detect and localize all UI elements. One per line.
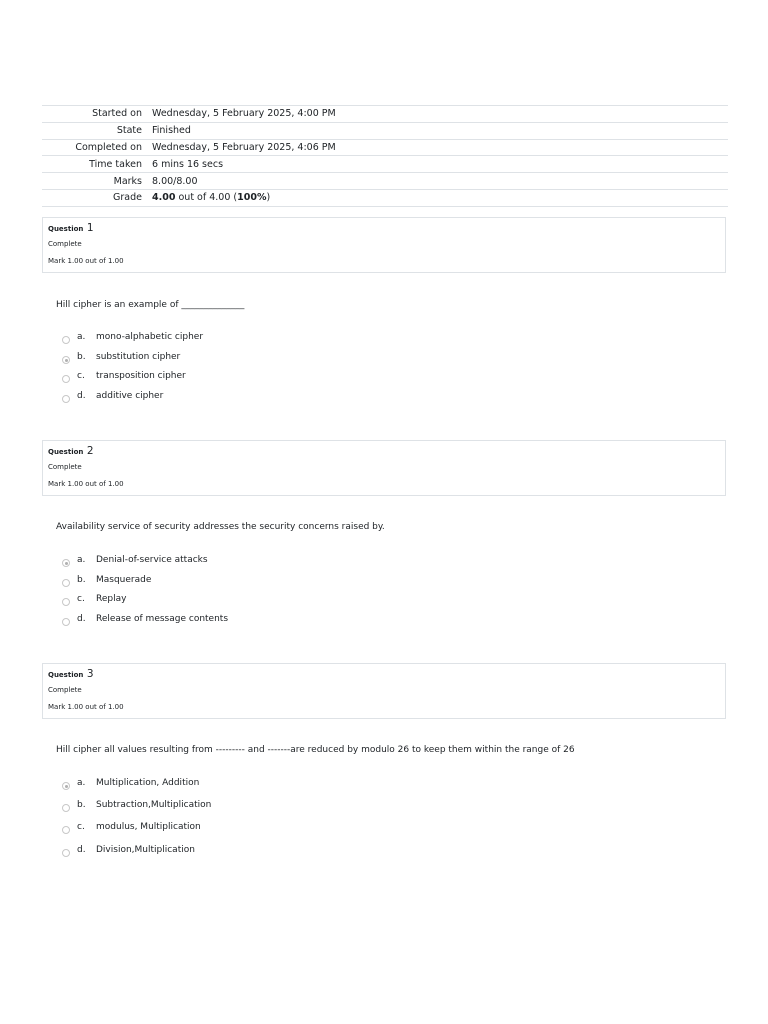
summary-value: Wednesday, 5 February 2025, 4:06 PM [152, 141, 336, 153]
summary-row-completed-on [42, 139, 728, 156]
answer-text: mono-alphabetic cipher [96, 332, 204, 342]
answer-letter: c. [77, 594, 85, 604]
summary-row-grade [42, 189, 728, 206]
answer-letter: a. [77, 555, 86, 565]
question-text-3: Hill cipher all values resulting from --------- and -------are reduced by modulo 26 to keep them within the range of 26 [56, 745, 575, 755]
answer-letter: a. [77, 778, 86, 788]
summary-value: 6 mins 16 secs [152, 158, 224, 170]
summary-row-started-on [42, 106, 728, 123]
question-state: Complete [48, 463, 82, 471]
question-num: 2 [86, 445, 94, 457]
question-mark: Mark 1.00 out of 1.00 [48, 257, 124, 265]
question-number [48, 222, 94, 234]
grade-percent: 100% [237, 192, 267, 204]
answer-text: Masquerade [96, 575, 152, 585]
answer-letter: d. [77, 391, 86, 401]
radio-button[interactable] [62, 375, 70, 383]
radio-button[interactable] [62, 849, 70, 857]
radio-button-selected[interactable] [62, 356, 70, 364]
question-num: 3 [86, 668, 94, 680]
grade-close-paren: ) [266, 192, 271, 204]
answer-letter: c. [77, 822, 85, 832]
answer-text: Release of message contents [96, 614, 229, 624]
grade-score: 4.00 [152, 192, 176, 204]
question-info-1 [42, 217, 726, 273]
answer-text: transposition cipher [96, 371, 186, 381]
answer-text: Denial-of-service attacks [96, 555, 208, 565]
answer-letter: c. [77, 371, 85, 381]
summary-value: Finished [152, 125, 191, 137]
summary-value [142, 189, 728, 206]
question-info-2 [42, 440, 726, 496]
radio-button[interactable] [62, 804, 70, 812]
answer-text: Replay [96, 594, 127, 604]
question-info-3 [42, 663, 726, 719]
answer-letter: b. [77, 800, 86, 810]
answer-letter: a. [77, 332, 86, 342]
question-mark: Mark 1.00 out of 1.00 [48, 480, 124, 488]
radio-button[interactable] [62, 395, 70, 403]
answer-text: Subtraction,Multiplication [96, 800, 212, 810]
question-mark: Mark 1.00 out of 1.00 [48, 703, 124, 711]
summary-row-state [42, 122, 728, 139]
answer-letter: d. [77, 614, 86, 624]
answer-text: modulus, Multiplication [96, 822, 201, 832]
grade-out-of: out of 4.00 ( [178, 192, 238, 204]
radio-button[interactable] [62, 336, 70, 344]
summary-label: Time taken [89, 158, 142, 170]
question-state: Complete [48, 240, 82, 248]
answer-text: additive cipher [96, 391, 164, 401]
answer-text: Multiplication, Addition [96, 778, 200, 788]
summary-value: 8.00/8.00 [152, 175, 198, 187]
radio-button-selected[interactable] [62, 559, 70, 567]
question-number [48, 668, 94, 680]
answer-text: substitution cipher [96, 352, 181, 362]
summary-label: State [116, 125, 142, 137]
radio-button[interactable] [62, 598, 70, 606]
radio-button-selected[interactable] [62, 782, 70, 790]
summary-label: Completed on [75, 141, 142, 153]
answer-letter: d. [77, 845, 86, 855]
quiz-summary-table [42, 105, 728, 207]
summary-value: Wednesday, 5 February 2025, 4:00 PM [152, 108, 336, 120]
question-state: Complete [48, 686, 82, 694]
question-text-1: Hill cipher is an example of ______________ [56, 300, 245, 310]
summary-label: Started on [92, 108, 142, 120]
answer-text: Division,Multiplication [96, 845, 195, 855]
question-label: Question [48, 671, 84, 679]
radio-button[interactable] [62, 618, 70, 626]
radio-button[interactable] [62, 826, 70, 834]
question-label: Question [48, 448, 84, 456]
summary-label: Marks [113, 175, 142, 187]
question-text-2: Availability service of security addresses the security concerns raised by. [56, 522, 385, 532]
question-num: 1 [86, 222, 94, 234]
question-label: Question [48, 225, 84, 233]
summary-row-marks [42, 173, 728, 190]
radio-button[interactable] [62, 579, 70, 587]
question-number [48, 445, 94, 457]
summary-row-time-taken [42, 156, 728, 173]
answer-letter: b. [77, 575, 86, 585]
summary-label: Grade [113, 192, 142, 204]
answer-letter: b. [77, 352, 86, 362]
